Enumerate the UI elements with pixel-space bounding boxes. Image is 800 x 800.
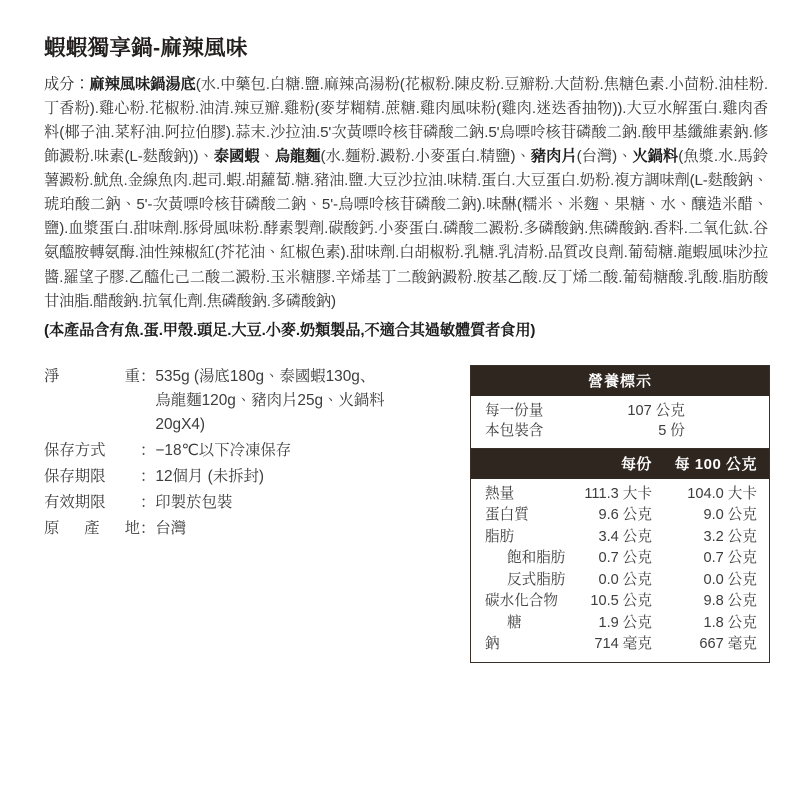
nutrient-per-100g: 104.0 大卡	[687, 485, 757, 502]
info-key	[44, 517, 140, 541]
product-info-list	[44, 365, 464, 543]
nutrient-per-100g: 1.8 公克	[703, 614, 757, 631]
nutrition-serving-row	[471, 401, 769, 422]
info-value: 印製於包裝	[155, 493, 233, 511]
nutrient-name: 飽和脂肪	[507, 550, 566, 567]
info-colon: ：	[140, 441, 156, 459]
nutrient-name: 脂肪	[485, 528, 515, 545]
info-key	[44, 365, 140, 389]
info-key: 保存方式	[44, 441, 106, 459]
ingredients-label: 成分：	[44, 75, 90, 93]
serving-size-label: 每一份量	[485, 402, 544, 419]
servings-per-pack-value: 5 份	[658, 423, 685, 440]
info-key: 有效期限	[44, 493, 106, 511]
nutrient-per-100g: 3.2 公克	[703, 528, 757, 545]
lower-section	[44, 365, 768, 664]
nutrient-per-serving: 10.5 公克	[590, 593, 652, 610]
nutrient-per-serving: 0.0 公克	[598, 571, 652, 588]
info-row-storage-method	[44, 439, 464, 463]
info-key-char: 淨	[44, 367, 60, 385]
info-colon: ：	[140, 519, 156, 537]
nutrition-column-header	[471, 449, 769, 479]
info-colon: ：	[140, 467, 156, 485]
nutrition-table	[470, 365, 770, 664]
column-header-per-serving: 每份	[620, 455, 652, 473]
info-value: 台灣	[155, 519, 187, 537]
nutrient-per-100g: 0.7 公克	[703, 550, 757, 567]
info-key-char: 地	[124, 519, 140, 537]
nutrition-rows	[471, 479, 769, 663]
serving-size-value: 107 公克	[627, 402, 685, 419]
info-key: 保存期限	[44, 467, 106, 485]
nutrient-name: 碳水化合物	[485, 593, 558, 610]
info-key-char: 產	[84, 519, 100, 537]
info-value: 12個月 (未拆封)	[155, 467, 265, 485]
nutrient-per-serving: 0.7 公克	[598, 550, 652, 567]
table-row	[471, 634, 769, 655]
info-value-line: 535g (湯底180g、泰國蝦130g、	[155, 367, 376, 385]
page-title: 蝦蝦獨享鍋-麻辣風味	[44, 36, 248, 60]
info-value	[155, 365, 464, 437]
nutrient-per-serving: 1.9 公克	[598, 614, 652, 631]
allergen-notice: (本產品含有魚.蛋.甲殼.頭足.大豆.小麥.奶類製品,不適合其過敏體質者食用)	[44, 321, 536, 339]
table-row	[471, 613, 769, 634]
info-row-expiry-date	[44, 491, 464, 515]
ingredients-text: 麻辣風味鍋湯底(水.中藥包.白糖.鹽.麻辣高湯粉(花椒粉.陳皮粉.豆瓣粉.大茴粉.焦糖色素.小茴粉.油桂粉.丁香粉).雞心粉.花椒粉.油清.辣豆瓣.雞粉(麥芽糊精.蔗糖.雞肉風味粉(雞肉.迷迭香抽物)).大豆水解蛋白.雞肉香料(椰子油.菜籽油.阿拉伯膠).蒜末.沙拉油.5'次黃嘌呤核苷磷酸二鈉.5'烏嘌呤核苷磷酸二鈉.酸甲基纖維素鈉.修飾澱粉.味素(L-麩酸鈉))、泰國蝦、烏龍麵(水.麵粉.澱粉.小麥蛋白.精鹽)、豬肉片(台灣)、火鍋料(魚漿.水.馬鈴薯澱粉.魷魚.金線魚肉.起司.蝦.胡蘿蔔.糖.豬油.鹽.大豆沙拉油.味精.蛋白.大豆蛋白.奶粉.複方調味劑(L-麩酸鈉、琥珀酸二鈉、5'-次黃嘌呤核苷磷酸二鈉、5'-烏嘌呤核苷磷酸二鈉).味醂(糯米、米麴、果糖、水、釀造米醋、鹽).血漿蛋白.甜味劑.豚骨風味粉.酵素製劑.碳酸鈣.小麥蛋白.磷酸二澱粉.多磷酸鈉.焦磷酸鈉.香料.二氧化鈦.谷氨醯胺轉氨酶.油性辣椒紅(芥花油、紅椒色素).甜味劑.白胡椒粉.乳糖.乳清粉.品質改良劑.葡萄糖.龍蝦風味沙拉醬.羅望子膠.乙醯化己二酸二澱粉.玉米糖膠.辛烯基丁二酸鈉澱粉.胺基乙酸.反丁烯二酸.葡萄糖酸.乳酸.脂肪酸甘油脂.醋酸鈉.抗氧化劑.焦磷酸鈉.多磷酸鈉)	[44, 75, 768, 310]
nutrient-per-serving: 3.4 公克	[598, 528, 652, 545]
table-row	[471, 591, 769, 612]
ingredients-paragraph	[44, 73, 768, 314]
info-value-line: 20gX4)	[155, 415, 206, 433]
info-value-line: 烏龍麵120g、豬肉片25g、火鍋料	[155, 391, 385, 409]
info-key-char: 原	[44, 519, 60, 537]
nutrition-serving-block	[471, 396, 769, 449]
column-header-spacer	[477, 453, 574, 474]
nutrient-per-serving: 111.3 大卡	[584, 485, 652, 502]
nutrient-per-100g: 0.0 公克	[703, 571, 757, 588]
table-row	[471, 548, 769, 569]
info-colon: ：	[140, 493, 156, 511]
nutrient-per-100g: 667 毫克	[699, 636, 757, 653]
nutrient-per-100g: 9.8 公克	[703, 593, 757, 610]
table-row	[471, 527, 769, 548]
nutrient-name: 反式脂肪	[507, 571, 566, 588]
table-row	[471, 505, 769, 526]
nutrient-name: 鈉	[485, 636, 500, 653]
info-row-net-weight	[44, 365, 464, 437]
column-header-per-100g: 每 100 公克	[674, 455, 757, 473]
info-colon: ：	[140, 367, 156, 385]
info-row-origin	[44, 517, 464, 541]
info-row-shelf-life	[44, 465, 464, 489]
info-key-char: 重	[124, 367, 140, 385]
table-row	[471, 484, 769, 505]
servings-per-pack-label: 本包裝含	[485, 423, 544, 440]
nutrition-facts-panel	[470, 365, 770, 664]
info-value: −18℃以下冷凍保存	[155, 441, 292, 459]
nutrient-name: 熱量	[485, 485, 515, 502]
nutrition-title: 營養標示	[471, 366, 769, 396]
nutrient-name: 糖	[507, 614, 522, 631]
nutrient-per-serving: 9.6 公克	[598, 507, 652, 524]
nutrient-name: 蛋白質	[485, 507, 529, 524]
nutrient-per-serving: 714 毫克	[594, 636, 652, 653]
table-row	[471, 570, 769, 591]
nutrient-per-100g: 9.0 公克	[703, 507, 757, 524]
nutrition-serving-row	[471, 421, 769, 442]
